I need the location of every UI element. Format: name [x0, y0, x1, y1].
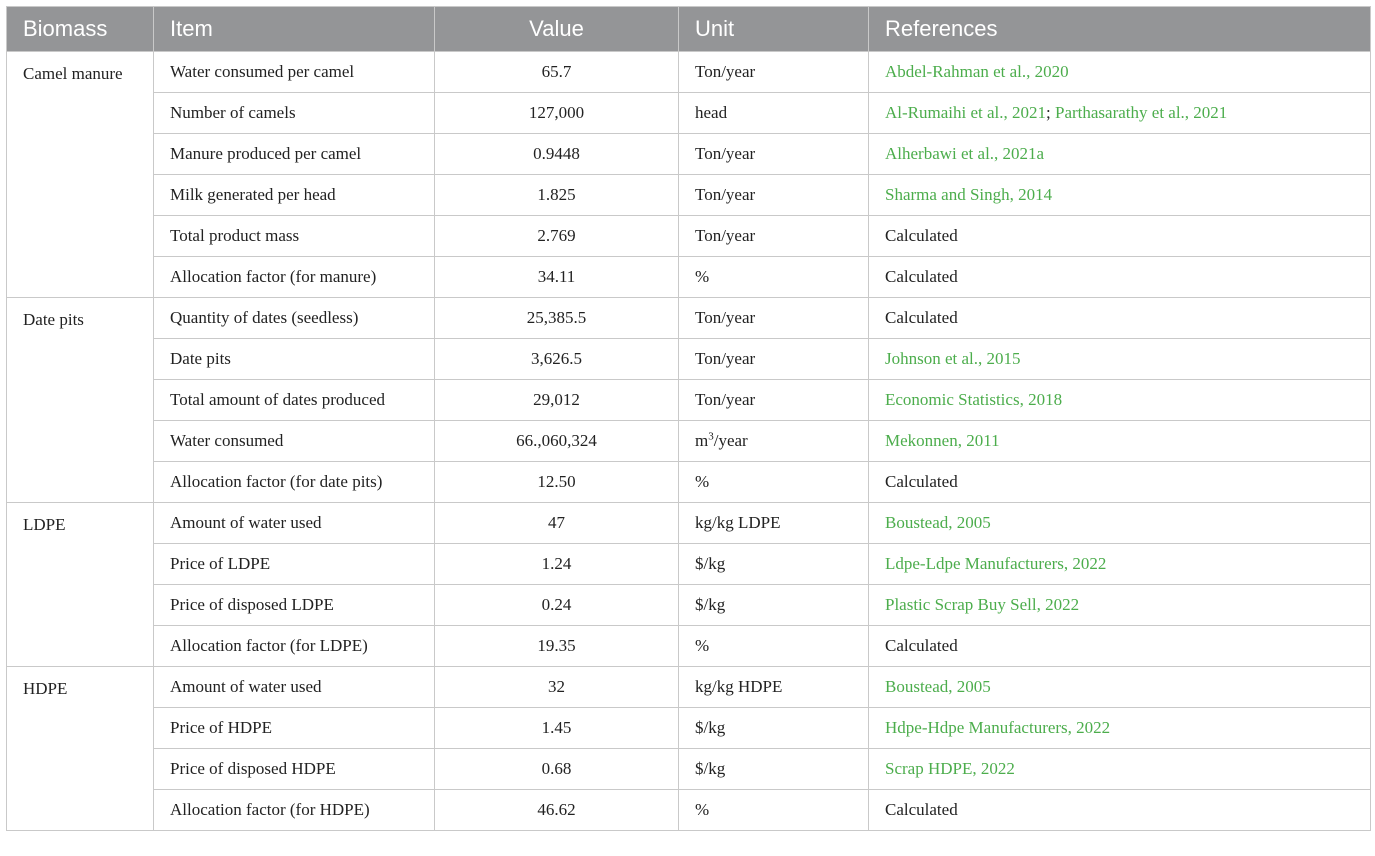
reference-text: Calculated — [885, 226, 958, 245]
reference-link[interactable]: Plastic Scrap Buy Sell, 2022 — [885, 595, 1080, 614]
item-cell: Water consumed — [154, 421, 435, 462]
unit-cell: $/kg — [679, 708, 869, 749]
references-cell — [869, 585, 1371, 626]
table-row — [7, 462, 1371, 503]
table-row — [7, 216, 1371, 257]
header-row — [7, 7, 1371, 52]
item-cell: Water consumed per camel — [154, 52, 435, 93]
value-cell: 3,626.5 — [435, 339, 679, 380]
unit-base: m — [695, 431, 709, 450]
references-cell — [869, 544, 1371, 585]
unit-superscript: 3 — [708, 430, 714, 443]
unit-cell — [679, 421, 869, 462]
header-biomass: Biomass — [7, 7, 154, 52]
value-cell: 1.24 — [435, 544, 679, 585]
table-row — [7, 380, 1371, 421]
unit-cell: % — [679, 462, 869, 503]
reference-link[interactable]: Boustead, 2005 — [885, 513, 991, 532]
reference-text: Calculated — [885, 800, 958, 819]
header-unit: Unit — [679, 7, 869, 52]
references-cell — [869, 626, 1371, 667]
item-cell: Allocation factor (for HDPE) — [154, 790, 435, 831]
table-row — [7, 708, 1371, 749]
table-row — [7, 134, 1371, 175]
reference-link[interactable]: Al-Rumaihi et al., 2021 — [885, 103, 1047, 122]
biomass-cell: LDPE — [7, 503, 154, 667]
biomass-cell: HDPE — [7, 667, 154, 831]
reference-text: Calculated — [885, 636, 958, 655]
reference-link[interactable]: Mekonnen, 2011 — [885, 431, 1000, 450]
table-row — [7, 790, 1371, 831]
value-cell: 1.825 — [435, 175, 679, 216]
reference-link[interactable]: Alherbawi et al., 2021a — [885, 144, 1045, 163]
item-cell: Amount of water used — [154, 667, 435, 708]
table-body — [7, 52, 1371, 831]
header-value: Value — [435, 7, 679, 52]
unit-cell: head — [679, 93, 869, 134]
table-row — [7, 175, 1371, 216]
references-cell — [869, 790, 1371, 831]
references-cell — [869, 503, 1371, 544]
value-cell: 34.11 — [435, 257, 679, 298]
references-cell — [869, 134, 1371, 175]
reference-text: Calculated — [885, 308, 958, 327]
unit-suffix: /year — [713, 431, 748, 450]
table-row — [7, 585, 1371, 626]
table-row — [7, 298, 1371, 339]
reference-separator: ; — [1046, 103, 1055, 122]
item-cell: Allocation factor (for manure) — [154, 257, 435, 298]
item-cell: Price of HDPE — [154, 708, 435, 749]
item-cell: Quantity of dates (seedless) — [154, 298, 435, 339]
item-cell: Price of disposed LDPE — [154, 585, 435, 626]
table-row — [7, 339, 1371, 380]
reference-link[interactable]: Sharma and Singh, 2014 — [885, 185, 1053, 204]
value-cell: 29,012 — [435, 380, 679, 421]
reference-link[interactable]: Scrap HDPE, 2022 — [885, 759, 1015, 778]
references-cell — [869, 380, 1371, 421]
item-cell: Allocation factor (for date pits) — [154, 462, 435, 503]
unit-cell: Ton/year — [679, 52, 869, 93]
table-row — [7, 667, 1371, 708]
item-cell: Total amount of dates produced — [154, 380, 435, 421]
reference-text: Calculated — [885, 472, 958, 491]
unit-cell: $/kg — [679, 585, 869, 626]
value-cell: 19.35 — [435, 626, 679, 667]
table-row — [7, 626, 1371, 667]
unit-cell: Ton/year — [679, 175, 869, 216]
references-cell — [869, 216, 1371, 257]
references-cell — [869, 339, 1371, 380]
item-cell: Allocation factor (for LDPE) — [154, 626, 435, 667]
table-row — [7, 544, 1371, 585]
reference-link[interactable]: Parthasarathy et al., 2021 — [1055, 103, 1228, 122]
item-cell: Manure produced per camel — [154, 134, 435, 175]
unit-cell: $/kg — [679, 544, 869, 585]
unit-cell: % — [679, 790, 869, 831]
unit-cell: kg/kg HDPE — [679, 667, 869, 708]
unit-cell: % — [679, 257, 869, 298]
value-cell: 127,000 — [435, 93, 679, 134]
reference-link[interactable]: Johnson et al., 2015 — [885, 349, 1021, 368]
references-cell — [869, 93, 1371, 134]
value-cell: 0.9448 — [435, 134, 679, 175]
value-cell: 25,385.5 — [435, 298, 679, 339]
reference-text: Calculated — [885, 267, 958, 286]
references-cell — [869, 175, 1371, 216]
unit-cell: Ton/year — [679, 339, 869, 380]
reference-link[interactable]: Boustead, 2005 — [885, 677, 991, 696]
unit-cell: Ton/year — [679, 134, 869, 175]
value-cell: 66.,060,324 — [435, 421, 679, 462]
biomass-cell: Camel manure — [7, 52, 154, 298]
item-cell: Price of LDPE — [154, 544, 435, 585]
references-cell — [869, 298, 1371, 339]
table-header — [7, 7, 1371, 52]
value-cell: 0.68 — [435, 749, 679, 790]
table-container — [6, 6, 1370, 831]
item-cell: Total product mass — [154, 216, 435, 257]
unit-cell: $/kg — [679, 749, 869, 790]
reference-link[interactable]: Abdel-Rahman et al., 2020 — [885, 62, 1069, 81]
table-row — [7, 52, 1371, 93]
references-cell — [869, 749, 1371, 790]
references-cell — [869, 257, 1371, 298]
references-cell — [869, 52, 1371, 93]
value-cell: 47 — [435, 503, 679, 544]
item-cell: Price of disposed HDPE — [154, 749, 435, 790]
value-cell: 0.24 — [435, 585, 679, 626]
item-cell: Number of camels — [154, 93, 435, 134]
table-row — [7, 749, 1371, 790]
value-cell: 65.7 — [435, 52, 679, 93]
biomass-cell: Date pits — [7, 298, 154, 503]
reference-link[interactable]: Economic Statistics, 2018 — [885, 390, 1063, 409]
item-cell: Date pits — [154, 339, 435, 380]
header-references: References — [869, 7, 1371, 52]
references-cell — [869, 421, 1371, 462]
table-row — [7, 93, 1371, 134]
value-cell: 12.50 — [435, 462, 679, 503]
table-row — [7, 503, 1371, 544]
data-table — [6, 6, 1371, 831]
unit-cell: kg/kg LDPE — [679, 503, 869, 544]
unit-cell: Ton/year — [679, 380, 869, 421]
references-cell — [869, 667, 1371, 708]
references-cell — [869, 462, 1371, 503]
references-cell — [869, 708, 1371, 749]
value-cell: 46.62 — [435, 790, 679, 831]
unit-cell: Ton/year — [679, 216, 869, 257]
unit-cell: % — [679, 626, 869, 667]
reference-link[interactable]: Hdpe-Hdpe Manufacturers, 2022 — [885, 718, 1111, 737]
value-cell: 1.45 — [435, 708, 679, 749]
reference-link[interactable]: Ldpe-Ldpe Manufacturers, 2022 — [885, 554, 1107, 573]
item-cell: Milk generated per head — [154, 175, 435, 216]
item-cell: Amount of water used — [154, 503, 435, 544]
header-item: Item — [154, 7, 435, 52]
table-row — [7, 421, 1371, 462]
unit-cell: Ton/year — [679, 298, 869, 339]
value-cell: 32 — [435, 667, 679, 708]
table-row — [7, 257, 1371, 298]
value-cell: 2.769 — [435, 216, 679, 257]
